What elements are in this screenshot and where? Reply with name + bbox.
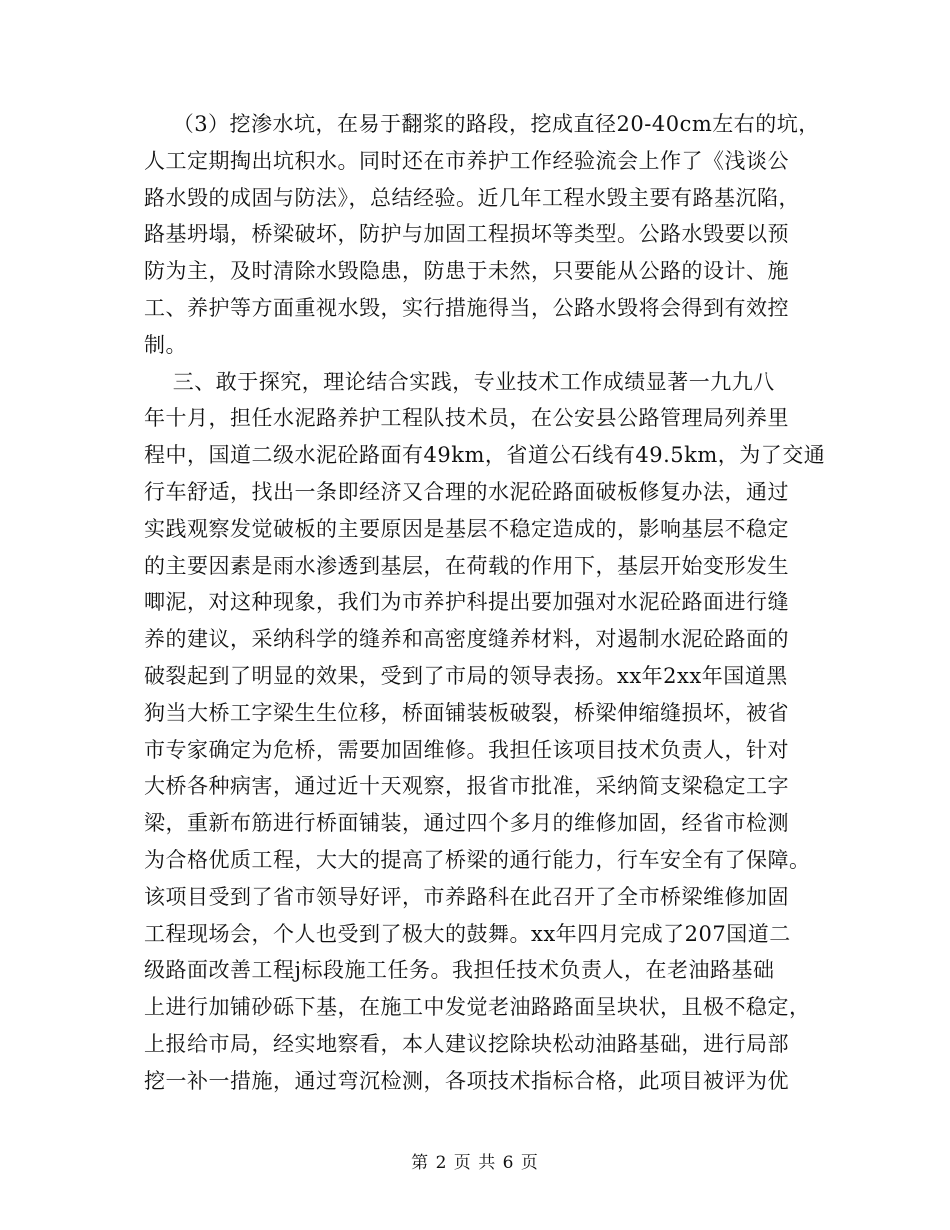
text-line: 大桥各种病害，通过近十天观察，报省市批准，采纳简支梁稳定工字 — [144, 774, 789, 798]
text-line: 上报给市局，经实地察看，本人建议挖除块松动油路基础，进行局部 — [144, 1032, 789, 1056]
text-line: 人工定期掏出坑积水。同时还在市养护工作经验流会上作了《浅谈公 — [144, 149, 789, 173]
text-line: 狗当大桥工字梁生生位移，桥面铺装板破裂，桥梁伸缩缝损坏，被省 — [144, 701, 789, 725]
text-line: 程中，国道二级水泥砼路面有49km，省道公石线有49.5km，为了交通 — [144, 443, 826, 467]
text-line: 该项目受到了省市领导好评，市养路科在此召开了全市桥梁维修加固 — [144, 885, 789, 909]
text-line: 实践观察发觉破板的主要原因是基层不稳定造成的，影响基层不稳定 — [144, 517, 789, 541]
text-line: 路基坍塌，桥梁破坏，防护与加固工程损坏等类型。公路水毁要以预 — [144, 222, 789, 246]
text-line: 破裂起到了明显的效果，受到了市局的领导表扬。xx年2xx年国道黑 — [144, 664, 788, 688]
text-line: 制。 — [144, 333, 187, 357]
text-line: （3）挖渗水坑，在易于翻浆的路段，挖成直径20-40cm左右的坑， — [144, 112, 820, 136]
text-line: 唧泥，对这种现象，我们为市养护科提出要加强对水泥砼路面进行缝 — [144, 590, 789, 614]
page-footer: 第 2 页 共 6 页 — [411, 1153, 539, 1173]
text-line: 行车舒适，找出一条即经济又合理的水泥砼路面破板修复办法，通过 — [144, 480, 789, 504]
text-line: 工、养护等方面重视水毁，实行措施得当，公路水毁将会得到有效控 — [144, 296, 789, 320]
text-line: 养的建议，采纳科学的缝养和高密度缝养材料，对遏制水泥砼路面的 — [144, 627, 789, 651]
text-line: 三、敢于探究，理论结合实践，专业技术工作成绩显著一九九八 — [144, 370, 775, 394]
text-line: 市专家确定为危桥，需要加固维修。我担任该项目技术负责人，针对 — [144, 738, 789, 762]
text-line: 为合格优质工程，大大的提高了桥梁的通行能力，行车安全有了保障。 — [144, 848, 811, 872]
text-line: 防为主，及时清除水毁隐患，防患于未然，只要能从公路的设计、施 — [144, 259, 789, 283]
text-line: 挖一补一措施，通过弯沉检测，各项技术指标合格，此项目被评为优 — [144, 1069, 789, 1093]
text-line: 路水毁的成固与防法》，总结经验。近几年工程水毁主要有路基沉陷， — [144, 186, 800, 210]
text-line: 工程现场会，个人也受到了极大的鼓舞。xx年四月完成了207国道二 — [144, 922, 791, 946]
text-line: 年十月，担任水泥路养护工程队技术员，在公安县公路管理局列养里 — [144, 406, 789, 430]
text-line: 上进行加铺砂砾下基，在施工中发觉老油路路面呈块状，且极不稳定， — [144, 995, 811, 1019]
text-line: 的主要因素是雨水渗透到基层，在荷载的作用下，基层开始变形发生 — [144, 554, 789, 578]
text-line: 级路面改善工程j标段施工任务。我担任技术负责人，在老油路基础 — [144, 958, 775, 982]
text-line: 梁，重新布筋进行桥面铺装，通过四个多月的维修加固，经省市检测 — [144, 811, 789, 835]
